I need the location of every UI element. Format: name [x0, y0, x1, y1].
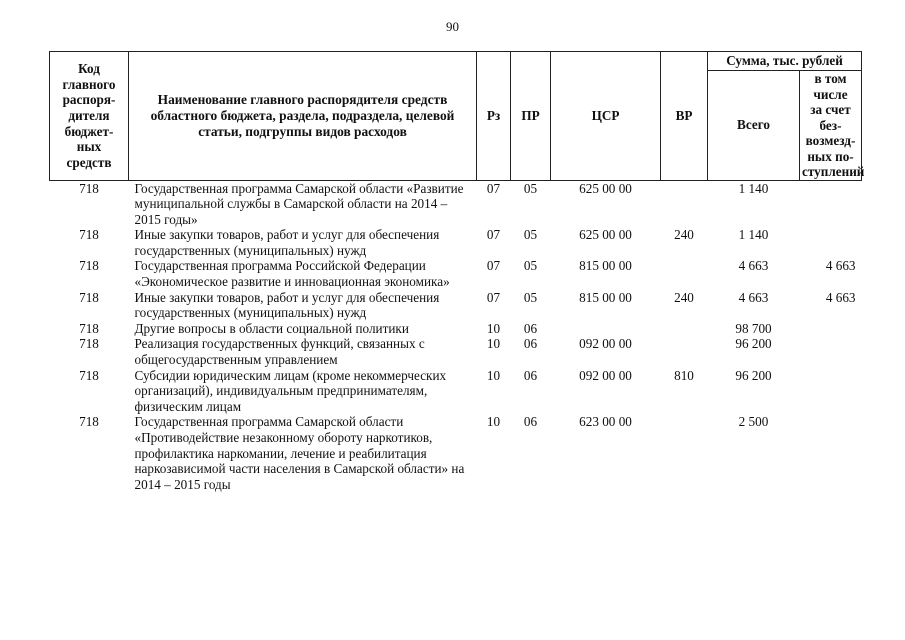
cell-rz: 10	[486, 414, 501, 430]
header-rz: Рз	[477, 52, 511, 181]
cell-code: 718	[79, 258, 99, 274]
table-row	[50, 414, 862, 492]
cell-pr: 05	[523, 289, 538, 305]
table-row	[50, 227, 862, 258]
cell-name: Государственная программа Российской Федерации «Экономическое развитие и инновационная экономика»	[134, 258, 450, 290]
cell-pr: 06	[523, 320, 538, 336]
cell-name: Реализация государственных функций, связанных с общегосударственным управлением	[134, 336, 425, 368]
table-row	[50, 180, 862, 227]
cell-code: 718	[79, 414, 99, 430]
cell-csr: 625 00 00	[579, 227, 632, 243]
header-total: Всего	[708, 71, 800, 181]
cell-free	[800, 368, 862, 415]
cell-name: Иные закупки товаров, работ и услуг для обеспечения государственных (муниципальных) нужд	[134, 289, 440, 321]
cell-vr	[661, 321, 708, 337]
cell-rz: 10	[486, 336, 501, 352]
table-body	[50, 180, 862, 492]
cell-code: 718	[79, 367, 99, 383]
table-row	[50, 368, 862, 415]
cell-code: 718	[79, 289, 99, 305]
cell-code: 718	[79, 180, 99, 196]
table-row	[50, 290, 862, 321]
cell-vr	[661, 414, 708, 492]
cell-total: 4 663	[738, 258, 769, 274]
cell-total: 1 140	[738, 227, 769, 243]
cell-pr: 06	[523, 336, 538, 352]
cell-total: 96 200	[735, 336, 772, 352]
cell-rz: 07	[486, 258, 501, 274]
cell-code: 718	[79, 320, 99, 336]
table-row	[50, 321, 862, 337]
cell-total: 98 700	[735, 320, 772, 336]
table-row	[50, 258, 862, 289]
page-number: 90	[446, 19, 459, 34]
header-code: Код главного распоря- дителя бюджет- ных средств	[50, 52, 129, 181]
cell-code: 718	[79, 336, 99, 352]
cell-free: 4 663	[825, 289, 856, 305]
cell-rz: 07	[486, 227, 501, 243]
cell-total: 2 500	[738, 414, 769, 430]
cell-code: 718	[79, 227, 99, 243]
header-vr: ВР	[661, 52, 708, 181]
cell-csr: 625 00 00	[579, 180, 632, 196]
header-sum: Сумма, тыс. рублей	[708, 52, 862, 71]
cell-vr: 810	[674, 367, 694, 383]
table-header	[50, 52, 865, 181]
cell-pr: 05	[523, 180, 538, 196]
cell-pr: 06	[523, 414, 538, 430]
cell-free	[800, 336, 862, 367]
cell-vr: 240	[674, 227, 694, 243]
cell-name: Иные закупки товаров, работ и услуг для обеспечения государственных (муниципальных) нужд	[134, 227, 440, 258]
cell-rz: 10	[486, 320, 501, 336]
header-name: Наименование главного распорядителя средств областного бюджета, раздела, подраздела, целевой статьи, подгруппы видов расходов	[129, 52, 477, 181]
cell-csr: 815 00 00	[579, 289, 632, 305]
cell-rz: 07	[486, 180, 501, 196]
cell-vr	[661, 258, 708, 289]
cell-free	[800, 180, 862, 227]
cell-csr: 623 00 00	[579, 414, 632, 430]
cell-pr: 06	[523, 367, 538, 383]
cell-pr: 05	[523, 258, 538, 274]
cell-name: Государственная программа Самарской области «Развитие муниципальной службы в Самарской области на 2014 – 2015 годы»	[134, 180, 464, 227]
cell-pr: 05	[523, 227, 538, 243]
cell-csr: 092 00 00	[579, 367, 632, 383]
cell-total: 96 200	[735, 367, 772, 383]
cell-free: 4 663	[825, 258, 856, 274]
cell-csr: 092 00 00	[579, 336, 632, 352]
cell-free	[800, 321, 862, 337]
cell-total: 1 140	[738, 180, 769, 196]
cell-vr: 240	[674, 289, 694, 305]
table-row	[50, 336, 862, 367]
header-pr: ПР	[511, 52, 551, 181]
cell-csr: 815 00 00	[579, 258, 632, 274]
header-csr: ЦСР	[551, 52, 661, 181]
header-free: в том числе за счет без- возмезд- ных по- ступлений	[800, 71, 862, 181]
budget-table	[49, 51, 865, 492]
cell-rz: 10	[486, 367, 501, 383]
cell-free	[800, 227, 862, 258]
cell-free	[800, 414, 862, 492]
cell-name: Субсидии юридическим лицам (кроме некоммерческих организаций), индивидуальным предпринимателям, физическим лицам	[134, 367, 447, 414]
cell-name: Государственная программа Самарской области «Противодействие незаконному обороту наркотиков, профилактика наркомании, лечение и реабилитация наркозависимой части населения в Самарской области» на 2014 – 2015 годы	[134, 414, 465, 492]
cell-name: Другие вопросы в области социальной политики	[134, 320, 409, 336]
cell-vr	[661, 336, 708, 367]
cell-rz: 07	[486, 289, 501, 305]
cell-total: 4 663	[738, 289, 769, 305]
cell-vr	[661, 180, 708, 227]
cell-csr	[551, 321, 661, 337]
